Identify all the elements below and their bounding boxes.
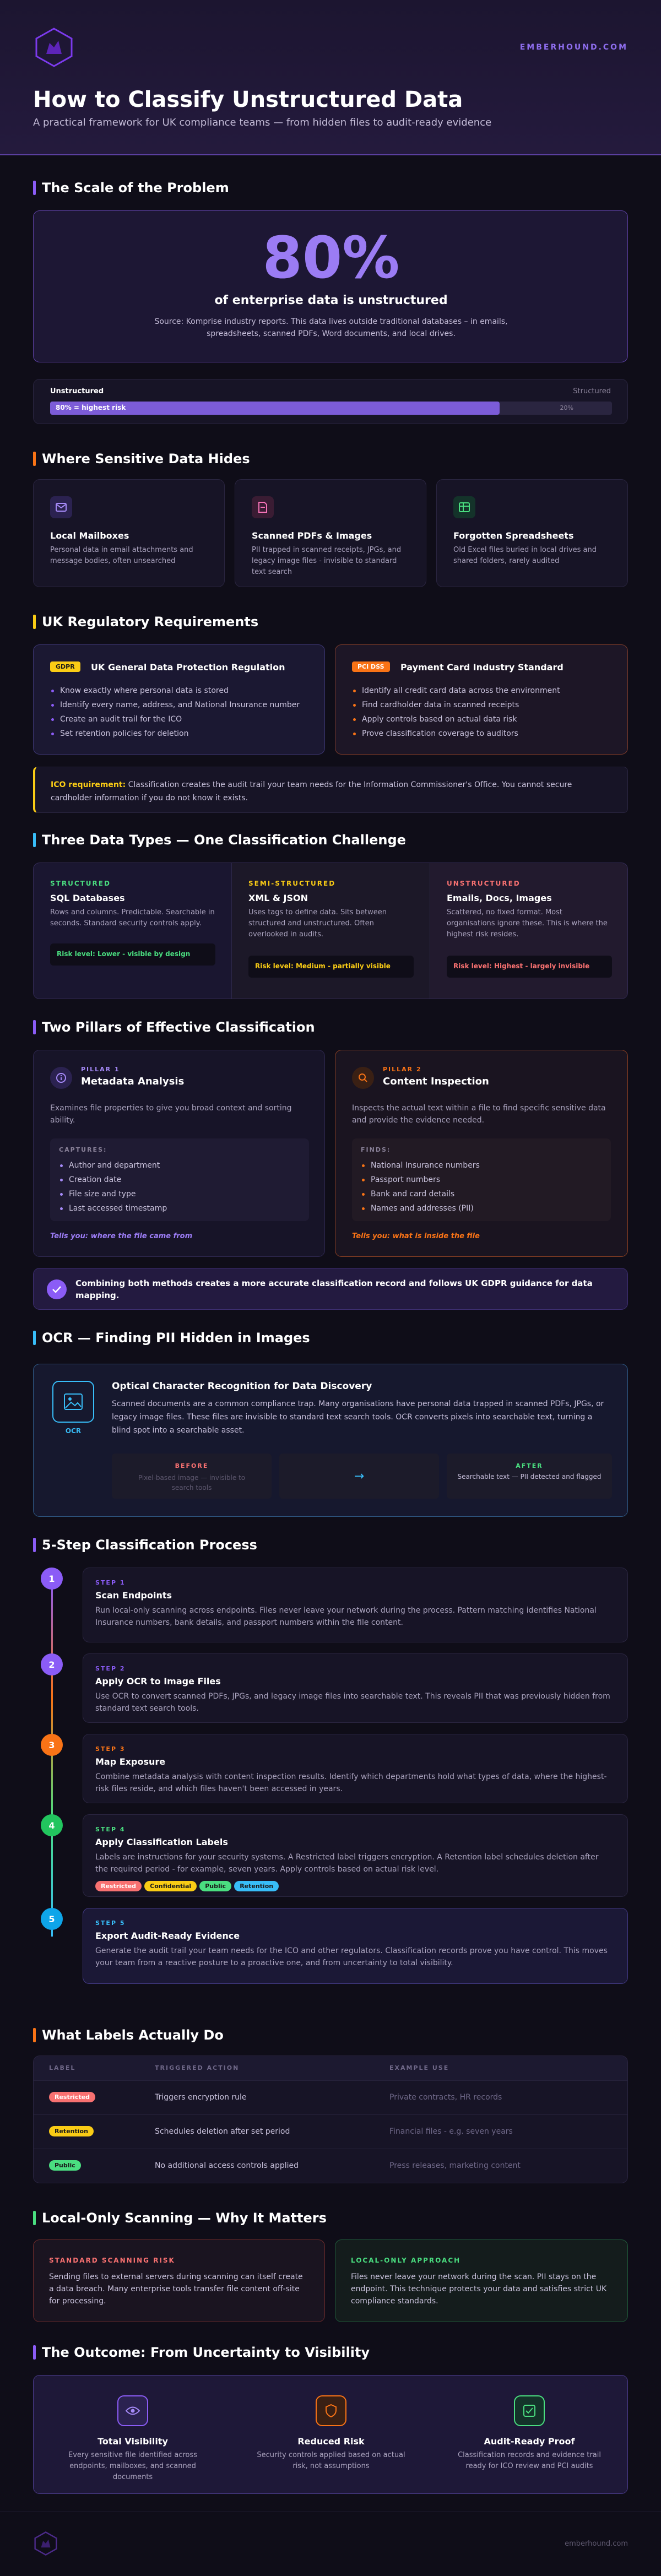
chip-public: Public xyxy=(199,1881,231,1891)
type-col-unstructured xyxy=(430,863,628,999)
section-data-types xyxy=(33,832,628,1008)
pillar-title: Metadata Analysis xyxy=(81,1076,185,1087)
ocr-card xyxy=(33,1364,628,1517)
pillar-footer: Tells you: where the file came from xyxy=(50,1232,193,1240)
brand-link[interactable]: EMBERHOUND.COM xyxy=(519,43,628,52)
step-title: Apply OCR to Image Files xyxy=(95,1676,221,1686)
section-heading: The Outcome: From Uncertainty to Visibility xyxy=(33,2344,628,2361)
gdpr-list xyxy=(50,684,300,741)
column-header: LABEL xyxy=(49,2064,76,2071)
gdpr-title: UK General Data Protection Regulation xyxy=(91,662,285,673)
step-card xyxy=(83,1908,628,1984)
info-icon xyxy=(50,1067,72,1089)
section-heading: Local-Only Scanning — Why It Matters xyxy=(33,2210,628,2226)
gdpr-badge: GDPR xyxy=(50,661,80,672)
hide-card-mailbox xyxy=(33,479,225,587)
bar-rest-label: 20% xyxy=(560,404,573,411)
table-cell: No additional access controls applied xyxy=(155,2161,299,2170)
section-heading: What Labels Actually Do xyxy=(33,2027,628,2043)
ocr-after-text: Searchable text — PII detected and flagged xyxy=(457,1473,602,1480)
section-regulatory xyxy=(33,614,628,817)
table-cell: Press releases, marketing content xyxy=(389,2161,521,2170)
section-heading: Three Data Types — One Classification Challenge xyxy=(33,832,628,848)
label-chip: Restricted xyxy=(49,2092,95,2102)
list-item: Find cardholder data in scanned receipts xyxy=(352,698,560,712)
outcome-item xyxy=(34,2376,232,2494)
hide-text: Personal data in email attachments and message bodies, often unsearched xyxy=(50,546,193,565)
list-item: Know exactly where personal data is stored xyxy=(50,684,300,698)
footer xyxy=(0,2512,661,2576)
table-row xyxy=(34,2080,628,2114)
column-header: EXAMPLE USE xyxy=(389,2064,449,2071)
table-cell: Private contracts, HR records xyxy=(389,2093,502,2102)
list-item: Bank and card details xyxy=(361,1187,480,1201)
risk-text: Sending files to external servers during scanning can itself create a data breach. Many enterprise tools transfer file content off-site for processing. xyxy=(49,2273,303,2306)
pillar-list xyxy=(59,1158,167,1216)
step-title: Export Audit-Ready Evidence xyxy=(95,1930,240,1941)
type-tag: STRUCTURED xyxy=(50,880,111,887)
type-text: Uses tags to define data. Sits between structured and unstructured. Often overlooked in audits. xyxy=(248,908,387,939)
section-pillars xyxy=(33,1019,628,1316)
shield-icon xyxy=(316,2395,346,2426)
list-item: Identify every name, address, and National Insurance number xyxy=(50,698,300,712)
label-chip: Retention xyxy=(49,2126,94,2136)
hide-text: Old Excel files buried in local drives and shared folders, rarely audited xyxy=(453,546,597,565)
step-text: Combine metadata analysis with content inspection results. Identify which departments hold what types of data, where the highest-risk files reside, and which files haven't been accessed in years. xyxy=(95,1772,607,1793)
hide-title: Local Mailboxes xyxy=(50,530,129,541)
hide-card-pdf xyxy=(235,479,426,587)
pillar-text: Inspects the actual text within a file to find specific sensitive data and provide the evidence needed. xyxy=(352,1104,606,1125)
step-title: Scan Endpoints xyxy=(95,1590,172,1601)
step-card xyxy=(83,1734,628,1803)
bar-right-label: Structured xyxy=(573,387,611,395)
type-risk: Risk level: Highest - largely invisible xyxy=(447,956,612,978)
magnifier-icon xyxy=(352,1067,374,1089)
approach-tag: LOCAL-ONLY APPROACH xyxy=(351,2257,461,2264)
list-item: File size and type xyxy=(59,1187,167,1201)
section-heading: Two Pillars of Effective Classification xyxy=(33,1019,628,1035)
bar-fill-label: 80% = highest risk xyxy=(56,404,126,411)
table-row xyxy=(34,2149,628,2183)
step-number: 1 xyxy=(41,1568,63,1590)
outcome-title: Audit-Ready Proof xyxy=(484,2436,575,2447)
section-steps xyxy=(33,1537,628,1983)
list-item: Prove classification coverage to auditors xyxy=(352,726,560,741)
hide-text: PII trapped in scanned receipts, JPGs, and legacy image files - invisible to standard text search xyxy=(252,546,402,576)
logo-icon xyxy=(33,26,75,68)
stat-value: 80% xyxy=(262,224,400,291)
outcome-text: Security controls applied based on actual risk, not assumptions xyxy=(257,2451,405,2470)
chip-restricted: Restricted xyxy=(95,1881,142,1891)
list-item: Apply controls based on actual data risk xyxy=(352,712,560,726)
ocr-title: Optical Character Recognition for Data Discovery xyxy=(112,1381,372,1392)
table-header xyxy=(34,2056,628,2080)
type-text: Scattered, no fixed format. Most organisations ignore these. This is where the highest risk resides. xyxy=(447,908,608,939)
section-ocr xyxy=(33,1330,628,1517)
section-heading: 5-Step Classification Process xyxy=(33,1537,628,1553)
step-text: Labels are instructions for your security systems. A Restricted label triggers encryption. A Retention label schedules deletion after the required period - for example, seven years. Apply controls based on actual risk level. xyxy=(95,1853,599,1874)
step-number: 3 xyxy=(41,1734,63,1756)
type-col-structured xyxy=(34,863,232,999)
checkmark-icon xyxy=(514,2395,545,2426)
list-item: Passport numbers xyxy=(361,1173,480,1187)
section-local-only xyxy=(33,2210,628,2336)
step-text: Use OCR to convert scanned PDFs, JPGs, and legacy image files into searchable text. This reveals PII that was previously hidden from standard text search tools. xyxy=(95,1692,610,1713)
section-hides xyxy=(33,451,628,594)
pci-card xyxy=(335,644,628,755)
step-tag: STEP 4 xyxy=(95,1826,126,1833)
type-text: Rows and columns. Predictable. Searchable in seconds. Standard security controls apply. xyxy=(50,908,215,928)
list-item: Creation date xyxy=(59,1173,167,1187)
list-item: National Insurance numbers xyxy=(361,1158,480,1173)
hide-title: Forgotten Spreadsheets xyxy=(453,530,574,541)
type-col-semi xyxy=(232,863,430,999)
stat-card xyxy=(33,210,628,362)
pci-list xyxy=(352,684,560,741)
section-heading: The Scale of the Problem xyxy=(33,180,628,196)
label-chip: Public xyxy=(49,2160,81,2171)
gdpr-card xyxy=(33,644,325,755)
step-title: Map Exposure xyxy=(95,1756,166,1767)
risk-bar-track xyxy=(50,402,612,415)
combined-text: Combining both methods creates a more accurate classification record and follows UK GDPR guidance for data mapping. xyxy=(75,1278,593,1300)
pillar-card-content xyxy=(335,1050,628,1257)
table-cell: Triggers encryption rule xyxy=(155,2093,247,2102)
step-title: Apply Classification Labels xyxy=(95,1837,228,1847)
footer-link[interactable]: emberhound.com xyxy=(565,2540,628,2548)
table-row xyxy=(34,2114,628,2149)
timeline-line xyxy=(51,1579,53,1937)
ocr-icon-label: OCR xyxy=(65,1427,82,1435)
type-tag: SEMI-STRUCTURED xyxy=(248,880,336,887)
page-title: How to Classify Unstructured Data xyxy=(33,87,463,112)
ico-note-body: Classification creates the audit trail your team needs for the Information Commissioner's Office. You cannot secure cardholder information if you do not know it exists. xyxy=(51,780,572,802)
step-card xyxy=(83,1568,628,1642)
footer-logo-icon xyxy=(33,2531,58,2556)
image-icon xyxy=(52,1381,94,1423)
step-text: Run local-only scanning across endpoints. Files never leave your network during the process. Pattern matching identifies National Insurance numbers, bank details, and passport numbers within the file content. xyxy=(95,1606,597,1627)
outcome-card xyxy=(33,2375,628,2494)
pillar-list xyxy=(361,1158,480,1216)
list-item: Set retention policies for deletion xyxy=(50,726,300,741)
list-item: Last accessed timestamp xyxy=(59,1201,167,1216)
step-tag: STEP 1 xyxy=(95,1579,126,1586)
pillar-tag: PILLAR 1 xyxy=(81,1066,120,1073)
outcome-text: Classification records and evidence trail ready for ICO review and PCI audits xyxy=(458,2451,601,2470)
risk-tag: STANDARD SCANNING RISK xyxy=(49,2257,175,2264)
ocr-after xyxy=(447,1454,612,1499)
ocr-after-label: AFTER xyxy=(516,1462,543,1469)
outcome-title: Total Visibility xyxy=(97,2436,168,2447)
column-header: TRIGGERED ACTION xyxy=(155,2064,240,2071)
hero-header xyxy=(0,0,661,155)
step-text: Generate the audit trail your team needs for the ICO and other regulators. Classification records prove you have control. This moves your team from a reactive posture to a proactive one, and from uncertainty to total visibility. xyxy=(95,1946,608,1967)
step-number: 2 xyxy=(41,1653,63,1675)
outcome-text: Every sensitive file identified across endpoints, mailboxes, and scanned documents xyxy=(68,2451,197,2481)
outcome-title: Reduced Risk xyxy=(297,2436,365,2447)
list-item: Names and addresses (PII) xyxy=(361,1201,480,1216)
type-title: Emails, Docs, Images xyxy=(447,893,552,903)
ocr-before-text: Pixel-based image — invisible to search tools xyxy=(138,1474,246,1492)
section-heading: UK Regulatory Requirements xyxy=(33,614,628,630)
outcome-item xyxy=(232,2376,430,2494)
type-title: SQL Databases xyxy=(50,893,125,903)
type-risk: Risk level: Lower - visible by design xyxy=(50,943,215,966)
ocr-before-label: BEFORE xyxy=(175,1462,209,1469)
ico-note-text xyxy=(51,778,613,805)
section-heading: OCR — Finding PII Hidden in Images xyxy=(33,1330,628,1346)
ocr-arrow-icon: → xyxy=(279,1454,439,1499)
stat-source: Source: Komprise industry reports. This data lives outside traditional databases – in emails, spreadsheets, scanned PDFs, Word documents, and local drives. xyxy=(154,317,508,338)
document-icon xyxy=(252,496,274,518)
combined-note xyxy=(33,1268,628,1310)
section-scale xyxy=(33,180,628,444)
ocr-before xyxy=(112,1454,272,1499)
eye-icon xyxy=(117,2395,148,2426)
section-labels xyxy=(33,2027,628,2203)
types-card xyxy=(33,863,628,999)
step-number: 4 xyxy=(41,1814,63,1836)
step-tag: STEP 2 xyxy=(95,1665,126,1672)
step-tag: STEP 3 xyxy=(95,1745,126,1753)
pillar-box xyxy=(50,1138,309,1221)
table-cell: Schedules deletion after set period xyxy=(155,2127,290,2136)
step-tag: STEP 5 xyxy=(95,1919,126,1927)
hide-card-spreadsheet xyxy=(436,479,628,587)
table-cell: Financial files - e.g. seven years xyxy=(389,2127,513,2136)
pillar-title: Content Inspection xyxy=(383,1076,489,1087)
step-card xyxy=(83,1814,628,1897)
risk-bar-card xyxy=(33,379,628,424)
pillar-box xyxy=(352,1138,611,1221)
spreadsheet-icon xyxy=(453,496,475,518)
approach-card xyxy=(335,2239,628,2322)
chip-retention: Retention xyxy=(234,1881,279,1891)
stat-label: of enterprise data is unstructured xyxy=(214,294,448,307)
step-card xyxy=(83,1653,628,1723)
bar-left-label: Unstructured xyxy=(50,387,104,395)
ico-note-label: ICO requirement: xyxy=(51,780,126,789)
list-item: Create an audit trail for the ICO xyxy=(50,712,300,726)
pci-badge: PCI DSS xyxy=(352,661,390,672)
pillar-box-label: CAPTURES: xyxy=(59,1146,107,1153)
labels-table xyxy=(33,2056,628,2183)
checkmark-icon xyxy=(47,1279,67,1299)
pillar-card-metadata xyxy=(33,1050,325,1257)
ico-note xyxy=(33,767,628,813)
chip-confidential: Confidential xyxy=(144,1881,197,1891)
risk-card xyxy=(33,2239,325,2322)
ocr-text: Scanned documents are a common compliance trap. Many organisations have personal data trapped in scanned PDFs, JPGs, or legacy image files. These files are invisible to standard text search tools. OCR converts pixels into searchable text, turning a blind spot into a searchable asset. xyxy=(112,1400,604,1435)
approach-text: Files never leave your network during the scan. PII stays on the endpoint. This technique protects your data and satisfies strict UK compliance standards. xyxy=(351,2273,607,2306)
list-item: Author and department xyxy=(59,1158,167,1173)
pillar-footer: Tells you: what is inside the file xyxy=(352,1232,480,1240)
type-title: XML & JSON xyxy=(248,893,308,903)
pillar-text: Examines file properties to give you broad context and sorting ability. xyxy=(50,1104,292,1125)
hide-title: Scanned PDFs & Images xyxy=(252,530,372,541)
pci-title: Payment Card Industry Standard xyxy=(400,662,564,673)
list-item: Identify all credit card data across the environment xyxy=(352,684,560,698)
pillar-tag: PILLAR 2 xyxy=(383,1066,422,1073)
label-chips xyxy=(95,1880,279,1891)
page-subtitle: A practical framework for UK compliance teams — from hidden files to audit-ready evidence xyxy=(33,117,492,128)
step-number: 5 xyxy=(41,1908,63,1930)
type-tag: UNSTRUCTURED xyxy=(447,880,521,887)
mailbox-icon xyxy=(50,496,72,518)
section-heading: Where Sensitive Data Hides xyxy=(33,451,628,467)
pillar-box-label: FINDS: xyxy=(361,1146,391,1153)
outcome-item xyxy=(430,2376,629,2494)
section-outcome xyxy=(33,2344,628,2498)
type-risk: Risk level: Medium - partially visible xyxy=(248,956,414,978)
